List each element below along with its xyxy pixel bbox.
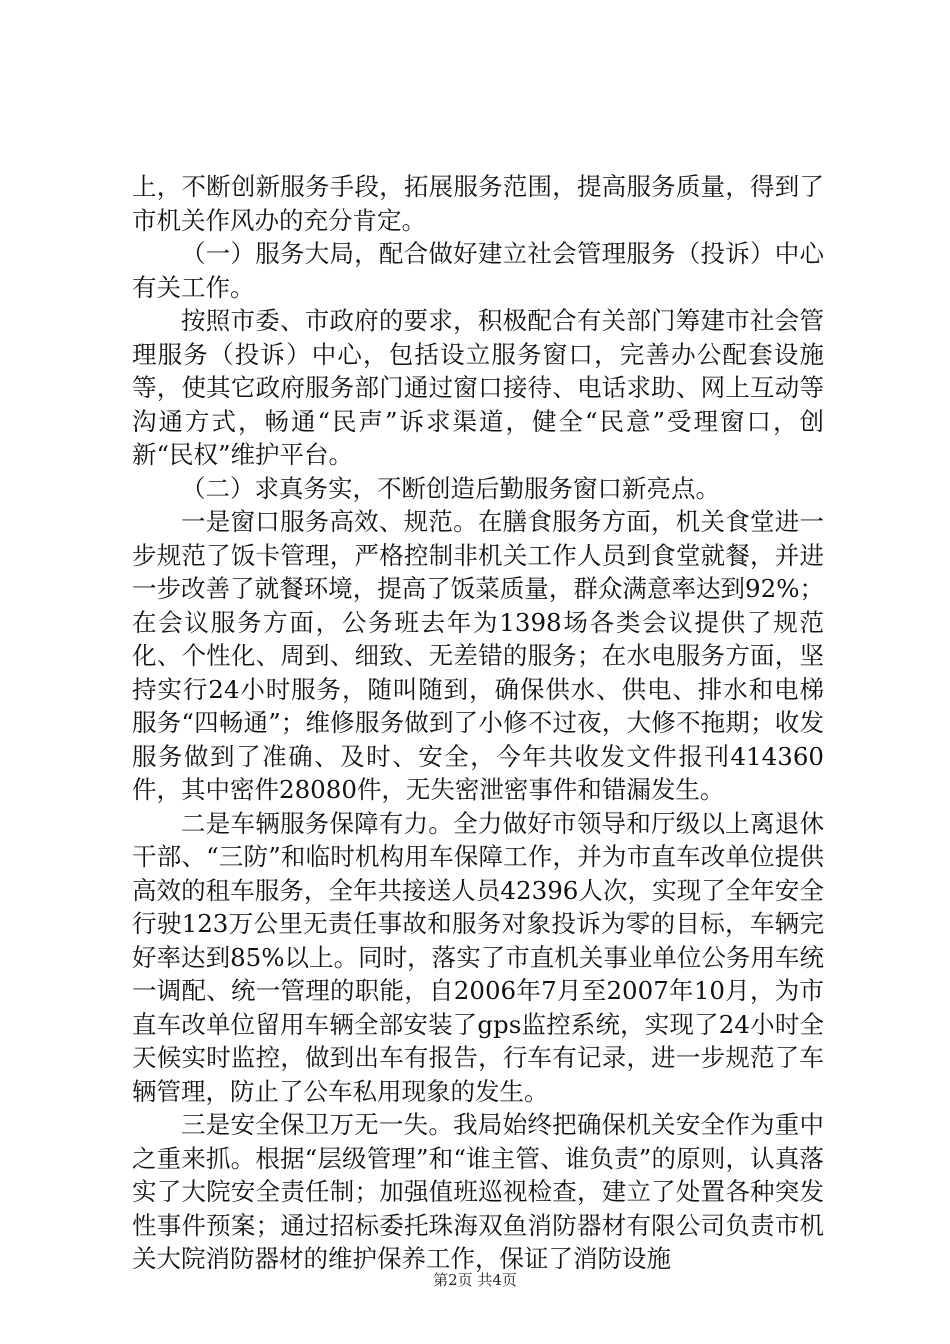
page-footer: 第2页 共4页: [433, 1271, 517, 1289]
paragraph-6: 二是车辆服务保障有力。全力做好市领导和厅级以上离退休干部、“三防”和临时机构用车保障工作，并为市直车改单位提供高效的租车服务，全年共接送人员42396人次，实现了全年安全行驶123万公里无责任事故和服务对象投诉为零的目标，车辆完好率达到85%以上。同时，落实了市直机关事业单位公务用车统一调配、统一管理的职能，自2006年7月至2007年10月，为市直车改单位留用车辆全部安装了gps监控系统，实现了24小时全天候实时监控，做到出车有报告，行车有记录，进一步规范了车辆管理，防止了公车私用现象的发生。: [132, 808, 824, 1106]
paragraph-4-heading-two: （二）求真务实，不断创造后勤服务窗口新亮点。: [181, 473, 720, 503]
paragraph-5: 一是窗口服务高效、规范。在膳食服务方面，机关食堂进一步规范了饭卡管理，严格控制非机关工作人员到食堂就餐，并进一步改善了就餐环境，提高了饭菜质量，群众满意率达到92%；在会议服务方面，公务班去年为1398场各类会议提供了规范化、个性化、周到、细致、无差错的服务；在水电服务方面，坚持实行24小时服务，随叫随到，确保供水、供电、排水和电梯服务“四畅通”；维修服务做到了小修不过夜，大修不拖期；收发服务做到了准确、及时、安全，今年共收发文件报刊414360件，其中密件28080件，无失密泄密事件和错漏发生。: [132, 507, 824, 804]
paragraph-2-heading-one: （一）服务大局，配合做好建立社会管理服务（投诉）中心有关工作。: [132, 239, 824, 302]
paragraph-1: 上，不断创新服务手段，拓展服务范围，提高服务质量，得到了市机关作风办的充分肯定。: [132, 172, 824, 235]
paragraph-3: 按照市委、市政府的要求，积极配合有关部门筹建市社会管理服务（投诉）中心，包括设立服务窗口，完善办公配套设施等，使其它政府服务部门通过窗口接待、电话求助、网上互动等沟通方式，畅通“民声”诉求渠道，健全“民意”受理窗口，创新“民权”维护平台。: [132, 306, 824, 469]
paragraph-7: 三是安全保卫万无一失。我局始终把确保机关安全作为重中之重来抓。根据“层级管理”和“谁主管、谁负责”的原则，认真落实了大院安全责任制；加强值班巡视检查，建立了处置各种突发性事件预案；通过招标委托珠海双鱼消防器材有限公司负责市机关大院消防器材的维护保养工作，保证了消防设施: [132, 1110, 824, 1273]
document-body: [132, 170, 824, 1276]
